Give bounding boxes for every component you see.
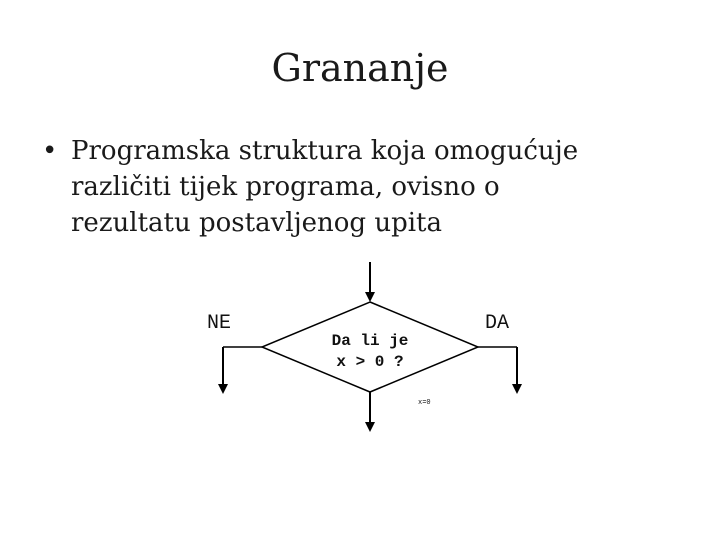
bullet-icon: • [42,136,58,166]
bullet-text: Programska struktura koja omogućuje različiti tijek programa, ovisno o rezultatu postavljenog upita [71,136,579,238]
condition-text-line2: x > 0 ? [336,353,404,371]
no-label: NE [207,312,232,335]
slide-title: Grananje [271,46,449,90]
condition-text-line1: Da li je [331,332,409,350]
yes-label: DA [485,312,510,335]
small-note-label: x=0 [418,399,431,407]
